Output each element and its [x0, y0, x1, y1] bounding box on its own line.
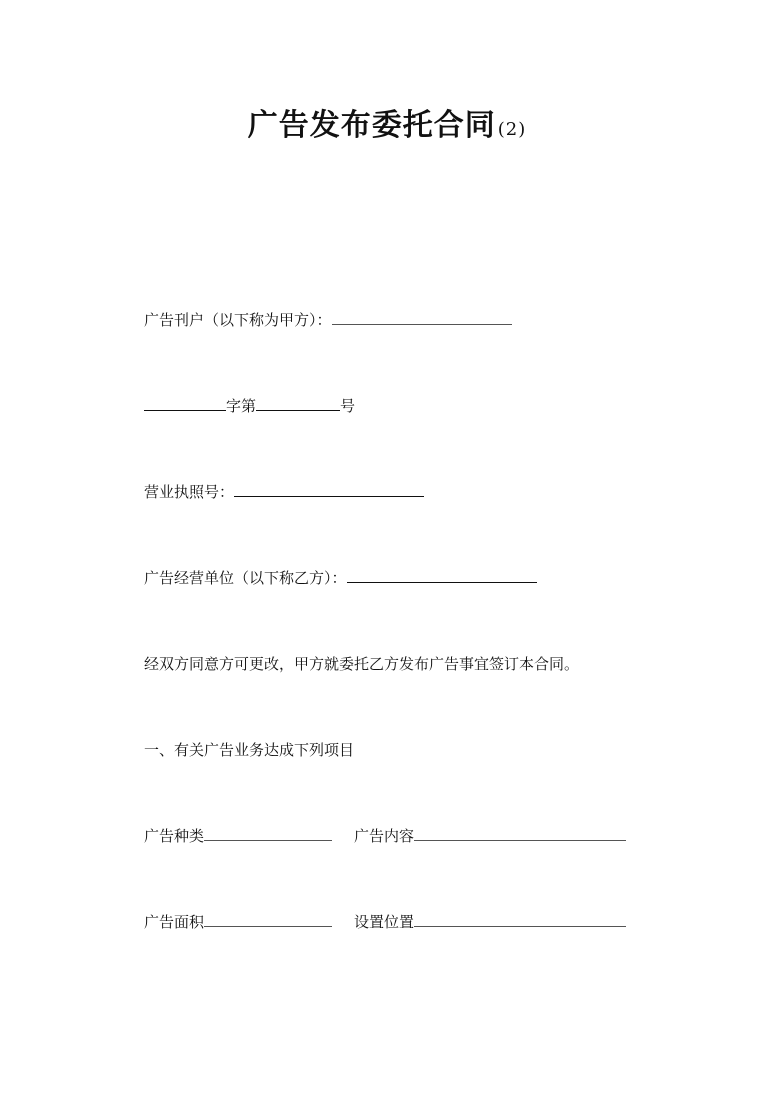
ad-type-label: 广告种类	[144, 827, 205, 845]
zi-di-label: 字第	[226, 397, 257, 415]
title-text: 广告发布委托合同	[247, 108, 496, 143]
business-license-blank[interactable]	[234, 482, 424, 497]
location-label: 设置位置	[354, 913, 415, 931]
ad-area-location-row	[144, 912, 626, 932]
hao-label: 号	[340, 397, 356, 415]
registration-prefix-blank[interactable]	[144, 396, 226, 411]
title-suffix: (2)	[497, 119, 527, 140]
party-b-label: 广告经营单位（以下称乙方）：	[144, 569, 347, 587]
business-license-label: 营业执照号：	[144, 483, 235, 501]
registration-number-line	[144, 396, 355, 416]
ad-content-label: 广告内容	[354, 827, 415, 845]
ad-area-label: 广告面积	[144, 913, 205, 931]
party-b-line	[144, 568, 537, 588]
agreement-text: 经双方同意方可更改，甲方就委托乙方发布广告事宜签订本合同。	[144, 655, 580, 673]
ad-type-blank[interactable]	[204, 826, 332, 841]
section-one-heading	[144, 740, 354, 760]
party-a-label: 广告刊户（以下称为甲方）：	[144, 311, 332, 329]
ad-area-blank[interactable]	[204, 912, 332, 927]
party-b-blank[interactable]	[347, 568, 537, 583]
agreement-paragraph	[144, 654, 579, 674]
party-a-line	[144, 310, 512, 330]
business-license-line	[144, 482, 424, 502]
ad-type-content-row	[144, 826, 626, 846]
location-blank[interactable]	[414, 912, 626, 927]
section-one-text: 一、有关广告业务达成下列项目	[144, 741, 355, 759]
document-title	[0, 100, 774, 144]
ad-content-blank[interactable]	[414, 826, 626, 841]
party-a-blank[interactable]	[332, 310, 512, 325]
registration-number-blank[interactable]	[256, 396, 340, 411]
